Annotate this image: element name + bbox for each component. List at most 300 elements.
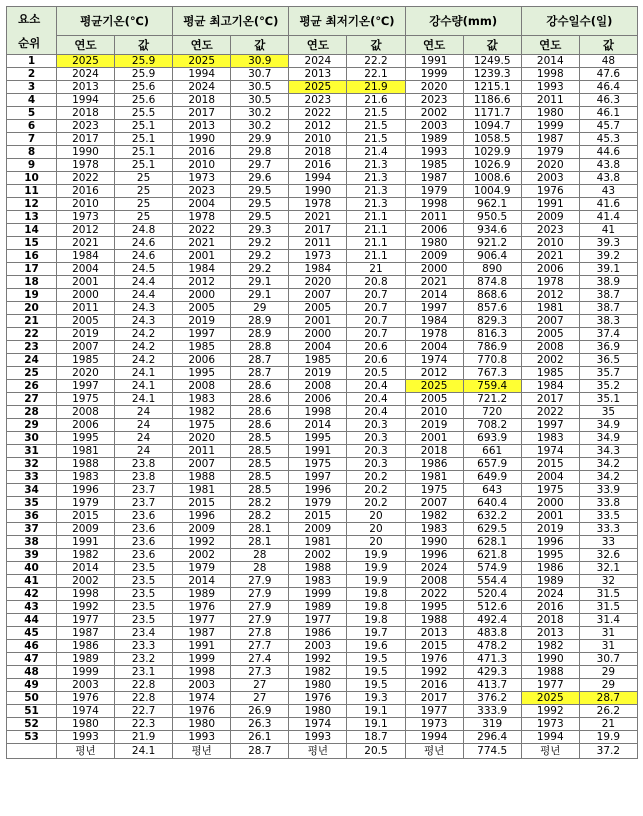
year-cell: 1973	[405, 718, 463, 731]
value-cell: 21.1	[347, 211, 405, 224]
value-cell: 19.1	[347, 718, 405, 731]
table-row	[7, 289, 638, 302]
value-cell: 24.3	[115, 302, 173, 315]
value-cell: 27.9	[231, 601, 289, 614]
table-header	[7, 7, 638, 55]
year-cell: 2024	[521, 588, 579, 601]
value-cell: 27.3	[231, 666, 289, 679]
year-cell: 1990	[405, 536, 463, 549]
year-cell: 2025	[57, 55, 115, 68]
rank-cell: 8	[7, 146, 57, 159]
year-cell: 2002	[173, 549, 231, 562]
value-cell: 31	[579, 627, 637, 640]
table-row	[7, 133, 638, 146]
year-cell: 1974	[289, 718, 347, 731]
year-cell: 1994	[521, 731, 579, 744]
year-cell: 1994	[289, 172, 347, 185]
value-cell: 767.3	[463, 367, 521, 380]
value-cell: 22.3	[115, 718, 173, 731]
value-cell: 20.3	[347, 432, 405, 445]
year-cell: 2001	[57, 276, 115, 289]
rank-cell: 27	[7, 393, 57, 406]
table-row	[7, 406, 638, 419]
value-cell: 25.6	[115, 94, 173, 107]
year-cell: 2000	[521, 497, 579, 510]
value-cell: 19.7	[347, 627, 405, 640]
year-cell: 1979	[289, 497, 347, 510]
value-cell: 34.9	[579, 419, 637, 432]
year-cell: 2008	[173, 380, 231, 393]
value-cell: 20.4	[347, 406, 405, 419]
year-cell: 2002	[289, 549, 347, 562]
year-cell: 1990	[521, 653, 579, 666]
year-cell: 1983	[289, 575, 347, 588]
value-cell: 429.3	[463, 666, 521, 679]
value-cell: 29	[231, 302, 289, 315]
year-cell: 2017	[173, 107, 231, 120]
value-cell: 29.5	[231, 211, 289, 224]
value-cell: 29.9	[231, 133, 289, 146]
year-cell: 1992	[521, 705, 579, 718]
year-cell: 1994	[57, 94, 115, 107]
rank-cell: 20	[7, 302, 57, 315]
year-cell: 2018	[57, 107, 115, 120]
value-cell: 471.3	[463, 653, 521, 666]
value-cell: 333.9	[463, 705, 521, 718]
header-mean-min-temperature: 평균 최저기온(℃)	[289, 7, 405, 36]
value-cell: 950.5	[463, 211, 521, 224]
value-cell: 20.5	[347, 744, 405, 759]
year-cell: 1976	[173, 705, 231, 718]
year-cell: 1977	[57, 614, 115, 627]
rank-cell: 52	[7, 718, 57, 731]
value-cell: 28.5	[231, 458, 289, 471]
subheader-value: 값	[231, 36, 289, 55]
year-cell: 1979	[173, 562, 231, 575]
value-cell: 28.5	[231, 484, 289, 497]
year-cell: 2014	[57, 562, 115, 575]
value-cell: 24.1	[115, 393, 173, 406]
year-cell: 1990	[173, 133, 231, 146]
year-cell: 2010	[57, 198, 115, 211]
value-cell: 39.2	[579, 250, 637, 263]
value-cell: 46.1	[579, 107, 637, 120]
rank-cell: 23	[7, 341, 57, 354]
element-label: 요소	[18, 12, 41, 26]
year-cell: 2019	[405, 419, 463, 432]
year-cell: 2002	[57, 575, 115, 588]
table-row	[7, 380, 638, 393]
year-cell: 1996	[57, 484, 115, 497]
subheader-year: 연도	[57, 36, 115, 55]
header-corner-cell	[7, 7, 57, 55]
value-cell: 28.6	[231, 380, 289, 393]
year-cell: 2001	[173, 250, 231, 263]
rank-label: 순위	[18, 36, 41, 50]
value-cell: 28.2	[231, 510, 289, 523]
value-cell: 30.2	[231, 120, 289, 133]
year-cell: 1994	[405, 731, 463, 744]
value-cell: 44.6	[579, 146, 637, 159]
value-cell: 657.9	[463, 458, 521, 471]
value-cell: 921.2	[463, 237, 521, 250]
value-cell: 23.7	[115, 484, 173, 497]
year-cell: 2016	[57, 185, 115, 198]
year-cell: 1989	[289, 601, 347, 614]
year-cell: 2010	[405, 406, 463, 419]
rank-cell: 41	[7, 575, 57, 588]
value-cell: 25.1	[115, 159, 173, 172]
value-cell: 25	[115, 172, 173, 185]
value-cell: 20.7	[347, 302, 405, 315]
rank-cell: 13	[7, 211, 57, 224]
year-cell: 2018	[289, 146, 347, 159]
value-cell: 38.7	[579, 289, 637, 302]
year-cell: 2015	[173, 497, 231, 510]
value-cell: 29	[579, 666, 637, 679]
value-cell: 28	[231, 562, 289, 575]
year-cell: 2013	[57, 81, 115, 94]
year-cell: 2016	[521, 601, 579, 614]
table-row	[7, 172, 638, 185]
value-cell: 28.2	[231, 497, 289, 510]
year-cell: 1993	[57, 731, 115, 744]
value-cell: 35	[579, 406, 637, 419]
value-cell: 554.4	[463, 575, 521, 588]
year-cell: 2012	[289, 120, 347, 133]
year-cell: 1974	[521, 445, 579, 458]
value-cell: 23.8	[115, 471, 173, 484]
value-cell: 28	[231, 549, 289, 562]
year-cell: 2011	[57, 302, 115, 315]
value-cell: 29.5	[231, 198, 289, 211]
value-cell: 20.3	[347, 445, 405, 458]
value-cell: 574.9	[463, 562, 521, 575]
table-row	[7, 640, 638, 653]
table-row	[7, 432, 638, 445]
value-cell: 25.9	[115, 68, 173, 81]
value-cell: 1004.9	[463, 185, 521, 198]
value-cell: 19.6	[347, 640, 405, 653]
value-cell: 24	[115, 432, 173, 445]
year-cell: 1995	[289, 432, 347, 445]
year-cell: 2005	[57, 315, 115, 328]
year-cell: 1989	[405, 133, 463, 146]
rank-cell: 43	[7, 601, 57, 614]
value-cell: 21.5	[347, 107, 405, 120]
year-cell: 1995	[57, 432, 115, 445]
rank-cell: 6	[7, 120, 57, 133]
year-cell: 2007	[289, 289, 347, 302]
year-cell: 1997	[57, 380, 115, 393]
year-cell: 2008	[521, 341, 579, 354]
value-cell: 27	[231, 679, 289, 692]
value-cell: 29	[579, 679, 637, 692]
value-cell: 36.9	[579, 341, 637, 354]
value-cell: 47.6	[579, 68, 637, 81]
year-cell: 1992	[57, 601, 115, 614]
table-row	[7, 601, 638, 614]
value-cell: 29.1	[231, 289, 289, 302]
year-cell: 2011	[405, 211, 463, 224]
value-cell: 27.7	[231, 640, 289, 653]
value-cell: 906.4	[463, 250, 521, 263]
value-cell: 20.7	[347, 315, 405, 328]
value-cell: 23.8	[115, 458, 173, 471]
value-cell: 23.5	[115, 601, 173, 614]
year-cell: 2006	[289, 393, 347, 406]
value-cell: 693.9	[463, 432, 521, 445]
year-cell: 1976	[405, 653, 463, 666]
year-cell: 2024	[405, 562, 463, 575]
value-cell: 25	[115, 198, 173, 211]
year-cell: 1979	[521, 146, 579, 159]
value-cell: 24	[115, 445, 173, 458]
rank-cell: 42	[7, 588, 57, 601]
value-cell: 632.2	[463, 510, 521, 523]
year-cell: 2004	[405, 341, 463, 354]
year-cell: 2013	[521, 627, 579, 640]
year-cell: 2002	[521, 354, 579, 367]
rank-cell: 38	[7, 536, 57, 549]
rank-cell: 48	[7, 666, 57, 679]
rank-cell: 46	[7, 640, 57, 653]
value-cell: 48	[579, 55, 637, 68]
value-cell: 23.5	[115, 575, 173, 588]
value-cell: 25.5	[115, 107, 173, 120]
year-cell: 2007	[173, 458, 231, 471]
value-cell: 21	[579, 718, 637, 731]
rank-cell: 14	[7, 224, 57, 237]
year-cell: 1974	[405, 354, 463, 367]
year-cell: 1997	[173, 328, 231, 341]
subheader-value: 값	[347, 36, 405, 55]
year-cell: 2007	[521, 315, 579, 328]
value-cell: 20.2	[347, 471, 405, 484]
rank-cell: 34	[7, 484, 57, 497]
year-cell: 2015	[405, 640, 463, 653]
year-cell: 2025	[405, 380, 463, 393]
value-cell: 20.5	[347, 367, 405, 380]
rank-cell: 11	[7, 185, 57, 198]
rank-cell: 29	[7, 419, 57, 432]
table-row	[7, 224, 638, 237]
value-cell: 30.7	[579, 653, 637, 666]
value-cell: 46.3	[579, 94, 637, 107]
table-row	[7, 497, 638, 510]
year-cell: 1992	[405, 666, 463, 679]
value-cell: 23.6	[115, 536, 173, 549]
value-cell: 28.5	[231, 471, 289, 484]
value-cell: 28.8	[231, 341, 289, 354]
header-precipitation-days: 강수일수(일)	[521, 7, 637, 36]
year-cell: 2004	[57, 263, 115, 276]
year-cell: 1973	[57, 211, 115, 224]
year-cell: 2005	[405, 393, 463, 406]
year-cell: 2023	[289, 94, 347, 107]
year-cell: 1990	[57, 146, 115, 159]
year-cell: 2009	[173, 523, 231, 536]
value-cell: 37.4	[579, 328, 637, 341]
year-cell: 1991	[521, 198, 579, 211]
value-cell: 1058.5	[463, 133, 521, 146]
subheader-year: 연도	[405, 36, 463, 55]
year-cell: 1973	[173, 172, 231, 185]
year-cell: 1984	[521, 380, 579, 393]
year-cell: 2023	[521, 224, 579, 237]
table-row	[7, 705, 638, 718]
year-cell: 1975	[173, 419, 231, 432]
value-cell: 21.5	[347, 120, 405, 133]
value-cell: 36.5	[579, 354, 637, 367]
value-cell: 29.2	[231, 263, 289, 276]
value-cell: 21.1	[347, 224, 405, 237]
year-cell: 2010	[521, 237, 579, 250]
year-cell: 2014	[289, 419, 347, 432]
year-cell: 1985	[173, 341, 231, 354]
value-cell: 857.6	[463, 302, 521, 315]
year-cell: 2024	[289, 55, 347, 68]
rank-cell: 37	[7, 523, 57, 536]
year-cell: 1981	[521, 302, 579, 315]
value-cell: 24.2	[115, 328, 173, 341]
year-cell: 1980	[57, 718, 115, 731]
rank-cell: 17	[7, 263, 57, 276]
year-cell: 1984	[173, 263, 231, 276]
value-cell: 1026.9	[463, 159, 521, 172]
rank-cell: 12	[7, 198, 57, 211]
table-row	[7, 575, 638, 588]
year-cell: 2003	[289, 640, 347, 653]
year-cell: 2003	[405, 120, 463, 133]
year-cell: 1987	[57, 627, 115, 640]
value-cell: 21.1	[347, 250, 405, 263]
year-cell: 2006	[57, 419, 115, 432]
subheader-year: 연도	[521, 36, 579, 55]
table-row	[7, 679, 638, 692]
year-cell: 1984	[57, 250, 115, 263]
year-cell: 2024	[57, 68, 115, 81]
value-cell: 22.8	[115, 679, 173, 692]
value-cell: 25.1	[115, 133, 173, 146]
value-cell: 28.5	[231, 445, 289, 458]
table-row	[7, 94, 638, 107]
year-cell: 1985	[405, 159, 463, 172]
value-cell: 23.7	[115, 497, 173, 510]
rank-cell: 44	[7, 614, 57, 627]
year-cell: 2018	[173, 94, 231, 107]
year-cell: 1992	[173, 536, 231, 549]
table-row	[7, 367, 638, 380]
table-row	[7, 653, 638, 666]
table-row	[7, 627, 638, 640]
value-cell: 24.1	[115, 380, 173, 393]
value-cell: 25.6	[115, 81, 173, 94]
subheader-value: 값	[579, 36, 637, 55]
value-cell: 874.8	[463, 276, 521, 289]
table-row	[7, 81, 638, 94]
year-cell: 1974	[57, 705, 115, 718]
year-cell: 1980	[173, 718, 231, 731]
value-cell: 21.9	[347, 81, 405, 94]
table-row	[7, 237, 638, 250]
value-cell: 1029.9	[463, 146, 521, 159]
year-cell: 1976	[521, 185, 579, 198]
value-cell: 33	[579, 536, 637, 549]
value-cell: 32.6	[579, 549, 637, 562]
value-cell: 27	[231, 692, 289, 705]
table-row	[7, 185, 638, 198]
year-cell: 1999	[57, 666, 115, 679]
year-cell: 1973	[289, 250, 347, 263]
year-cell: 1976	[289, 692, 347, 705]
year-cell: 2012	[405, 367, 463, 380]
year-cell: 2023	[57, 120, 115, 133]
table-row	[7, 159, 638, 172]
year-cell: 1998	[289, 406, 347, 419]
year-cell: 1978	[405, 328, 463, 341]
year-cell: 평년	[57, 744, 115, 759]
year-cell: 2023	[173, 185, 231, 198]
year-cell: 1995	[173, 367, 231, 380]
year-cell: 1973	[521, 718, 579, 731]
year-cell: 2016	[405, 679, 463, 692]
table-row	[7, 315, 638, 328]
value-cell: 21.6	[347, 94, 405, 107]
table-row	[7, 718, 638, 731]
year-cell: 1997	[289, 471, 347, 484]
value-cell: 19.5	[347, 653, 405, 666]
subheader-year: 연도	[173, 36, 231, 55]
year-cell: 2006	[521, 263, 579, 276]
year-cell: 2010	[173, 159, 231, 172]
value-cell: 21.3	[347, 198, 405, 211]
year-cell: 1989	[521, 575, 579, 588]
year-cell: 1988	[173, 471, 231, 484]
subheader-value: 값	[115, 36, 173, 55]
value-cell: 23.4	[115, 627, 173, 640]
rank-cell: 4	[7, 94, 57, 107]
value-cell: 19.8	[347, 588, 405, 601]
year-cell: 1990	[289, 185, 347, 198]
value-cell: 19.9	[347, 549, 405, 562]
year-cell: 1986	[405, 458, 463, 471]
value-cell: 31.5	[579, 588, 637, 601]
value-cell: 21.9	[115, 731, 173, 744]
year-cell: 2025	[289, 81, 347, 94]
year-cell: 1997	[405, 302, 463, 315]
value-cell: 28.7	[231, 744, 289, 759]
value-cell: 29.2	[231, 250, 289, 263]
rank-cell: 33	[7, 471, 57, 484]
year-cell: 1982	[521, 640, 579, 653]
year-cell: 2019	[521, 523, 579, 536]
year-cell: 2021	[289, 211, 347, 224]
year-cell: 2006	[173, 354, 231, 367]
table-row	[7, 354, 638, 367]
year-cell: 2020	[521, 159, 579, 172]
value-cell: 21.5	[347, 133, 405, 146]
rank-cell: 26	[7, 380, 57, 393]
year-cell: 1983	[405, 523, 463, 536]
value-cell: 20.2	[347, 484, 405, 497]
table-row	[7, 250, 638, 263]
year-cell: 1991	[57, 536, 115, 549]
value-cell: 24.4	[115, 276, 173, 289]
value-cell: 30.5	[231, 94, 289, 107]
value-cell: 20.6	[347, 341, 405, 354]
year-cell: 1981	[289, 536, 347, 549]
